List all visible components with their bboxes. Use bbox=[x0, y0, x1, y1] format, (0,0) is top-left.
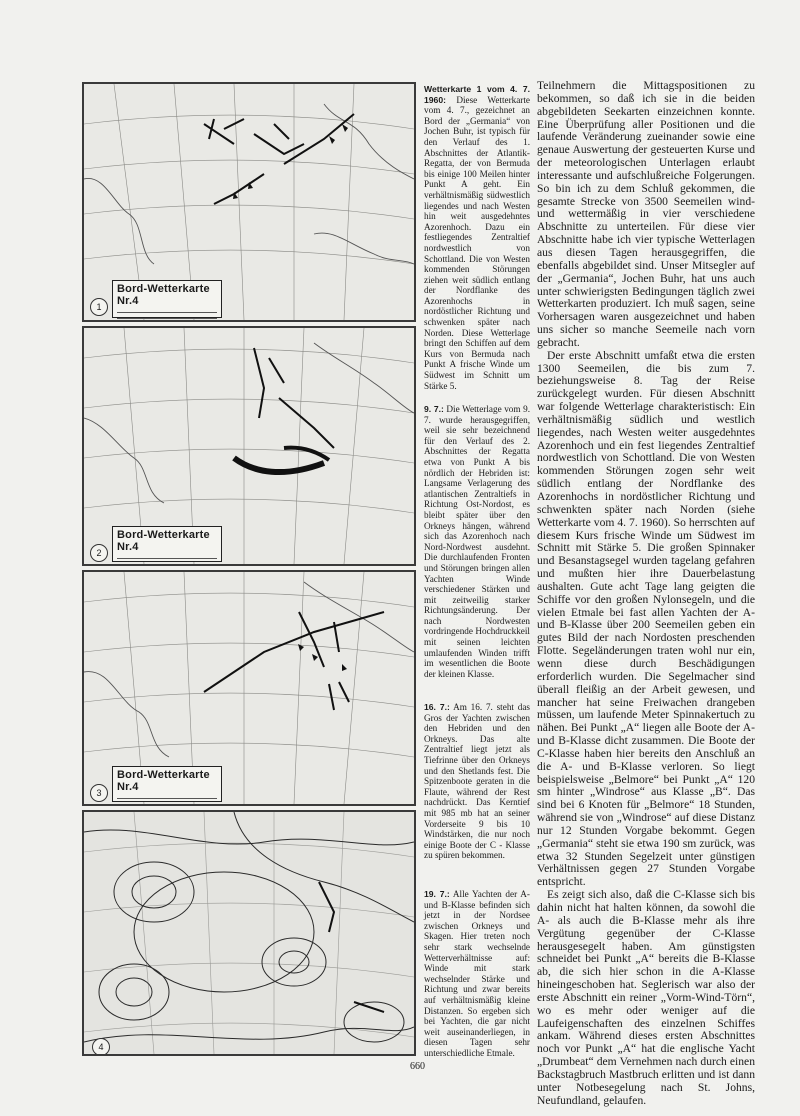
weather-map-3-title: Bord-Wetterkarte Nr.4 bbox=[117, 769, 210, 793]
body-paragraph-2: Der erste Abschnitt umfaßt etwa die ersten 1300 Seemeilen, die bis zum 7. beziehungsweise 8. Tag der Reise zurückgelegt wurden. Für diesen Abschnitt war folgende Wetterlage charakteristisch: Ein verhältnismäßig südlich und westlich liegendes, nach Westen weiter ausgedehntes Azorenhoch und ein fest liegendes Zentraltief nordwestlich von Schottland. Die von Westen kommenden Störungen zogen sehr weit südlich entlang der Nordflanke des Azorenhochs in nordöstlicher Richtung und schwenkten später nach Norden (siehe Wetterkarte vom 4. 7. 1960). So herrschten auf diesem Kurs frische Winde um Südwest im Schnitt mit Stärke 5. Die großen Spinnaker und Besanstagsegel wurden tagelang gefahren und mußten hier ihre Dauerbelastung aushalten. Gute acht Tage lang geigten die Schiffe vor den großen Nylonsegeln, und die vielen Etmale bei fast allen Yachten der A- und B-Klasse über 200 Seemeilen geben ein gutes Bild der nach Nordosten preschenden Flotte. Segeländerungen traten wohl nur ein, wenn diese durch Beschädigungen erforderlich wurden. Die Segelmacher sind überall fleißig an der Arbeit gewesen, und mancher hat seine Freiwachen drangeben müssen, um laufende Meter Spinnakertuch zu nähen. Bei Punkt „A“ liegen alle Boote der A- und B-Klasse dicht zusammen. Die Boote der C-Klasse haben hier bereits den Anschluß an die A- und B-Klasse verloren. So liegt beispielsweise „Belmore“ bei Punkt „A“ 120 sm hinter „Windrose“ aus Klasse „B“. Das sind bei 6 Knoten für „Belmore“ 18 Stunden, während sie von „Windrose“ auf diese Distanz nur 12 Stunden Vorgabe bekommt. Gegen „Germania“ steht sie etwa 190 sm zurück, was etwa 32 Stunden Segelzeit unter günstigen Verhältnissen gegen 27 Stunden Vorgabe entspricht. bbox=[537, 348, 755, 889]
caption-map-3 bbox=[424, 702, 530, 861]
page-number: 660 bbox=[410, 1061, 425, 1072]
weather-map-1-number: 1 bbox=[90, 298, 108, 316]
caption-map-1-heading: Wetterkarte 1 vom 4. 7. 1960: bbox=[424, 84, 530, 105]
caption-map-1-text: Diese Wetterkarte vom 4. 7., gezeichnet an Bord der „Germania“ von Jochen Buhr, ist typisch für den Verlauf des 1. Abschnittes der Atlantik-Regatta, der von Bermuda bis einige 100 Meilen hinter Punkt A geht. Ein verhältnismäßig südwestlich liegendes und nach Westen hin weit ausgedehntes Azorenhoch. Dazu ein festliegendes Zentraltief nordwestlich von Schottland. Die von Westen kommenden Störungen ziehen weit südlich entlang der Nordflanke des Azorenhochs in nordöstlicher Richtung und schwenken später nach Norden. Diese Wetterlage bringt den Schiffen auf dem Kurs von Bermuda nach Punkt A frische Winde um Südwest im Schnitt um Stärke 5. bbox=[424, 94, 531, 391]
weather-map-2 bbox=[82, 326, 416, 566]
weather-map-4-number: 4 bbox=[92, 1038, 110, 1056]
weather-map-4 bbox=[82, 810, 416, 1056]
weather-map-3-title-box bbox=[112, 766, 222, 802]
weather-map-1-title-box bbox=[112, 280, 222, 318]
weather-map-1 bbox=[82, 82, 416, 322]
caption-map-2-heading: 9. 7.: bbox=[424, 404, 444, 414]
body-paragraph-1: Teilnehmern die Mittagspositionen zu bekommen, so daß ich sie in die beiden abgebildeten Seekarten einzeichnen konnte. Eine Überprüfung aller Positionen und die laufende Veränderung zueinander sowie eine genaue Auswertung der gesteuerten Kurse und der meteorologischen Unterlagen erlaubt interessante und aufschlußreiche Folgerungen. So bin ich zu dem Schluß gekommen, die gesamte Strecke von 3500 Seemeilen wind- und wettermäßig in vier verschiedene Abschnitte zu unterteilen. Für diese vier Abschnitte habe ich vier typische Wetterlagen aus diesen Tagen herausgegriffen, die ebenfalls abgebildet sind. Unser Mitsegler auf der „Germania“, Jochen Buhr, hat uns auch unter schwierigsten Bedingungen täglich zwei Wetterkarten produziert. Ich muß sagen, seine Vorhersagen waren ausgezeichnet und haben uns sicher so manche Seemeile nach vorn gebracht. bbox=[537, 79, 755, 349]
weather-map-4-drawing bbox=[84, 812, 414, 1054]
caption-map-2 bbox=[424, 404, 530, 679]
article-body bbox=[537, 80, 755, 1108]
caption-map-2-text: Die Wetterlage vom 9. 7. wurde herausgegriffen, weil sie sehr bezeichnend für den Verlauf des 2. Abschnittes der Regatta etwa von Punkt A bis nördlich der Hebriden ist: Langsame Verlagerung des atlantischen Zentraltiefs in Richtung Ost-Nordost, es bleibt später über den Orkneys hängen, während sich das Azorenhoch nach Nord-Nordwest ausdehnt. Die durchlaufenden Fronten und Störungen bringen allen Yachten Winde verschiedener Stärken und mit zeitweilig starker Richtungsänderung. Der nach Nordwesten vordringende Hochdruckkeil mit seinen leichten umlaufenden Winden trifft im wesentlichen die Boote der kleinen Klasse. bbox=[424, 404, 530, 679]
caption-map-3-heading: 16. 7.: bbox=[424, 702, 450, 712]
weather-map-2-number: 2 bbox=[90, 544, 108, 562]
caption-map-4 bbox=[424, 889, 530, 1059]
caption-map-1 bbox=[424, 84, 530, 391]
weather-map-1-title: Bord-Wetterkarte Nr.4 bbox=[117, 283, 210, 307]
caption-map-4-text: Alle Yachten der A- und B-Klasse befinden sich jetzt in der Nordsee zwischen Orkneys und Skagen. Hier treten noch sehr stark wechselnde Wetterverhältnisse auf: Winde mit stark wechselnder Stärke und Richtung und zwar bereits auf verhältnismäßig kleine Distanzen. So ergeben sich bei Yachten, die gar nicht weit auseinanderliegen, in diesen Tagen sehr unterschiedliche Etmale. bbox=[424, 889, 530, 1058]
caption-map-4-heading: 19. 7.: bbox=[424, 889, 450, 899]
weather-map-2-title-box bbox=[112, 526, 222, 562]
weather-map-3-number: 3 bbox=[90, 784, 108, 802]
body-paragraph-3: Es zeigt sich also, daß die C-Klasse sich bis dahin nicht hat halten können, da sowohl die A- als auch die B-Klasse mehr als ihre Vergütung gegenüber der C-Klasse herausgesegelt haben. Am günstigsten schneidet bei Punkt „A“ bereits die B-Klasse ab, die sich hier schon in die A-Klasse hineingeschoben hat. Seglerisch war also der erste Abschnitt ein reiner „Vorm-Wind-Törn“, wo es mehr oder weniger auf die Laufeigenschaften des einzelnen Schiffes ankam. Während dieses ersten Abschnittes noch vor Punkt „A“ hat die englische Yacht „Drumbeat“ dem Vernehmen nach durch einen Backstagbruch Mastbruch erlitten und ist dann unter Notbesegelung nach St. Johns, Neufundland, gelaufen. bbox=[537, 888, 755, 1107]
weather-map-2-title: Bord-Wetterkarte Nr.4 bbox=[117, 529, 210, 553]
weather-map-3 bbox=[82, 570, 416, 806]
caption-map-3-text: Am 16. 7. steht das Gros der Yachten zwischen den Hebriden und den Orkneys. Das alte Zentraltief liegt jetzt als Tiefrinne über den Orkneys und den Shetlands fest. Die Spitzenboote geraten in die Flaute, während der Rest nachdrückt. Das Kerntief mit 985 mb hat an seiner Vorderseite 9 bis 10 Windstärken, die nur noch einige Boote der C - Klasse zu spüren bekommen. bbox=[424, 702, 530, 861]
